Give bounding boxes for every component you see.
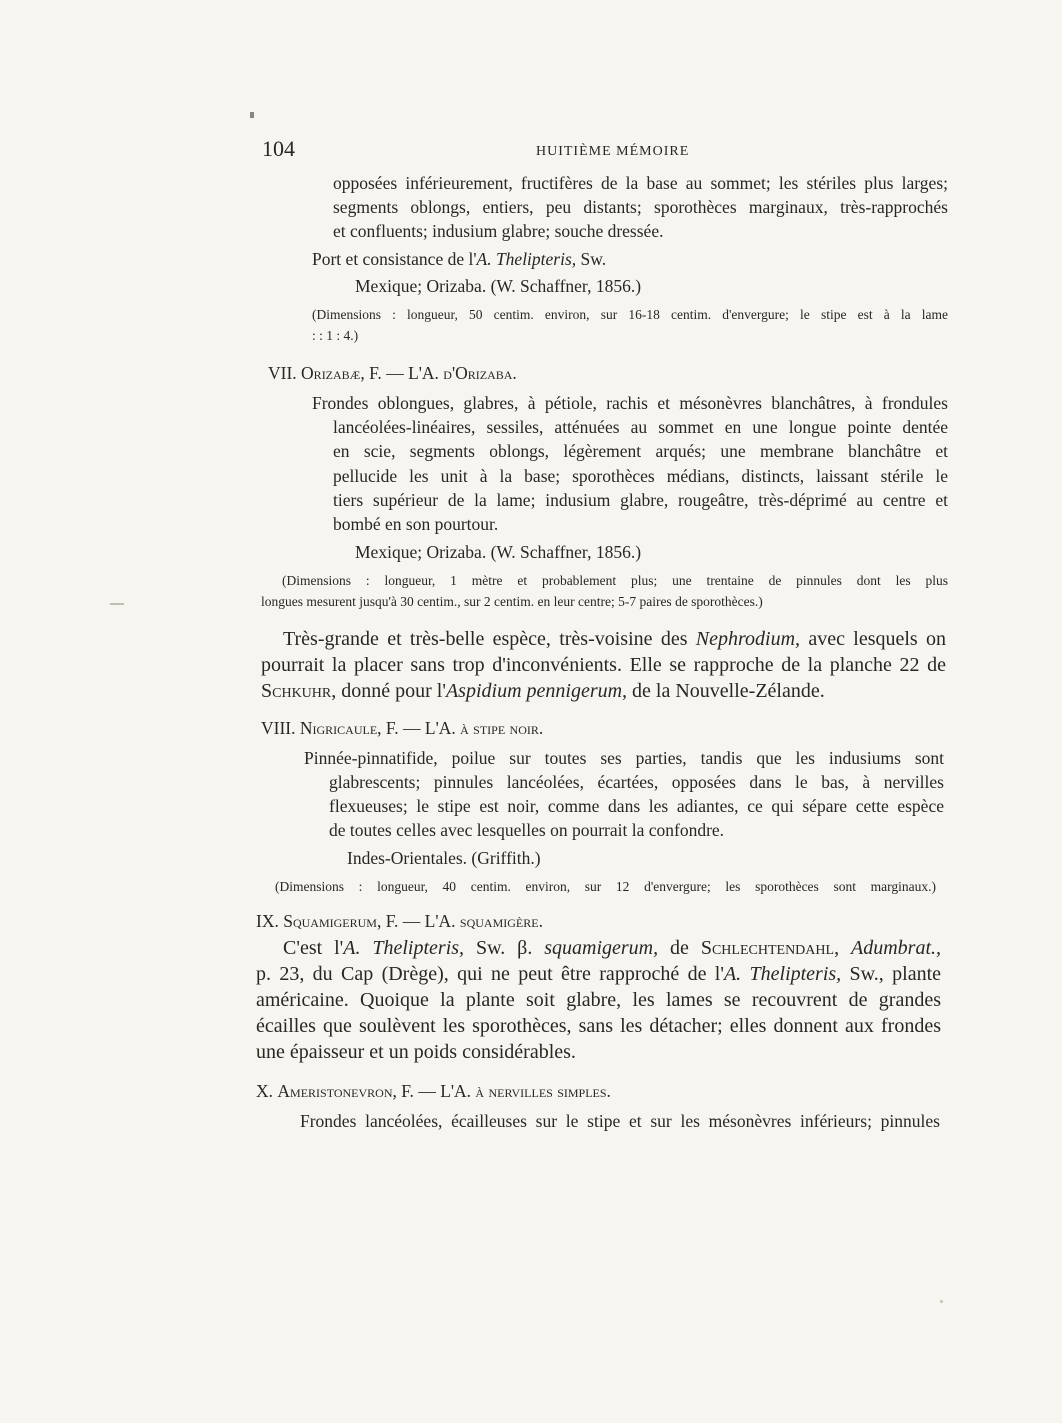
dimensions-note: (Dimensions : longueur, 40 centim. environ, sur 12 d'envergure; les sporothèces sont marginaux.) <box>275 879 936 894</box>
text-line: en scie, segments oblongs, légèrement arqués; une membrane blanchâtre et <box>333 441 948 461</box>
section-heading-x: X. Ameristonevron, F. — L'A. à nervilles simples. <box>256 1081 611 1101</box>
text-line: Indes-Orientales. (Griffith.) <box>347 848 541 868</box>
commentary-line: écailles que soulèvent les sporothèces, sans les détacher; elles donnent aux frondes <box>256 1015 941 1037</box>
text-line: flexueuses; le stipe est noir, comme dans les adiantes, ce qui sépare cette espèce <box>329 796 944 816</box>
section-heading-viii: VIII. Nigricaule, F. — L'A. à stipe noir. <box>261 718 544 738</box>
ink-speck <box>110 603 124 605</box>
ink-speck <box>250 112 254 118</box>
section-heading-ix: IX. Squamigerum, F. — L'A. squamigère. <box>256 911 543 931</box>
text-line: Frondes lancéolées, écailleuses sur le stipe et sur les mésonèvres inférieurs; pinnules <box>300 1111 940 1131</box>
text-line: Frondes oblongues, glabres, à pétiole, rachis et mésonèvres blanchâtres, à frondules <box>312 393 948 413</box>
text-line: segments oblongs, entiers, peu distants; sporothèces marginaux, très-rapprochés <box>333 197 948 217</box>
text-line: opposées inférieurement, fructifères de la base au sommet; les stériles plus larges; <box>333 173 948 193</box>
text-line: de toutes celles avec lesquelles on pourrait la confondre. <box>329 820 725 840</box>
text-line: et confluents; indusium glabre; souche dressée. <box>333 221 664 241</box>
commentary-line: C'est l'A. Thelipteris, Sw. β. squamigerum, de Schlechtendahl, Adumbrat., <box>283 937 941 959</box>
text-line: glabrescents; pinnules lancéolées, écartées, opposées dans le bas, à nervilles <box>329 772 944 792</box>
text-line: tiers supérieur de la lame; indusium glabre, rougeâtre, très-déprimé au centre et <box>333 490 948 510</box>
text-line: Mexique; Orizaba. (W. Schaffner, 1856.) <box>355 276 642 296</box>
commentary-line: pourrait la placer sans trop d'inconvénients. Elle se rapproche de la planche 22 de <box>261 654 946 676</box>
dimensions-note: (Dimensions : longueur, 50 centim. environ, sur 16-18 centim. d'envergure; le stipe est à la lame <box>312 307 948 322</box>
text-line: Pinnée-pinnatifide, poilue sur toutes ses parties, tandis que les indusiums sont <box>304 748 944 768</box>
dimensions-note: (Dimensions : longueur, 1 mètre et probablement plus; une trentaine de pinnules dont les plus <box>282 573 948 588</box>
dimensions-note: longues mesurent jusqu'à 30 centim., sur 2 centim. en leur centre; 5-7 paires de sporothèces.) <box>261 594 763 609</box>
commentary-line: Très-grande et très-belle espèce, très-voisine des Nephrodium, avec lesquels on <box>283 628 946 650</box>
commentary-line: Schkuhr, donné pour l'Aspidium pennigerum, de la Nouvelle-Zélande. <box>261 680 825 702</box>
text-line: Port et consistance de l'A. Thelipteris, Sw. <box>312 249 607 269</box>
section-heading-vii: VII. Orizabæ, F. — L'A. d'Orizaba. <box>268 363 517 383</box>
dimensions-note: : : 1 : 4.) <box>312 328 359 343</box>
commentary-line: américaine. Quoique la plante soit glabre, les lames se recouvrent de grandes <box>256 989 941 1011</box>
text-line: bombé en son pourtour. <box>333 514 499 534</box>
running-title: HUITIÈME MÉMOIRE <box>536 144 690 159</box>
commentary-line: p. 23, du Cap (Drège), qui ne peut être rapproché de l'A. Thelipteris, Sw., plante <box>256 963 941 985</box>
text-line: pellucide les unit à la base; sporothèces médians, distincts, laissant stérile le <box>333 466 948 486</box>
text-line: lancéolées-linéaires, sessiles, atténuées au sommet en une longue pointe dentée <box>333 417 948 437</box>
text-line: Mexique; Orizaba. (W. Schaffner, 1856.) <box>355 542 642 562</box>
page-number: 104 <box>262 136 295 161</box>
commentary-line: une épaisseur et un poids considérables. <box>256 1041 576 1063</box>
ink-speck <box>940 1300 943 1303</box>
